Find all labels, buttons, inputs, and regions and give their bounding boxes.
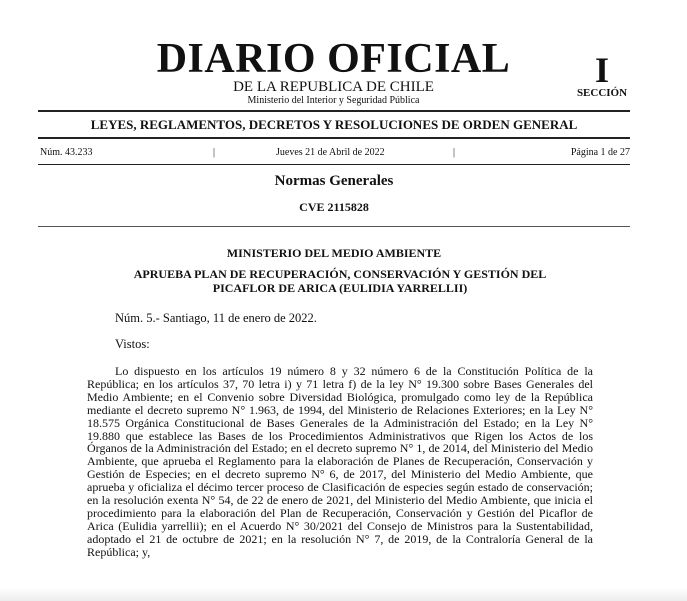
- decree-number: Núm. 5.- Santiago, 11 de enero de 2022.: [115, 311, 317, 325]
- header-rule-mid: [38, 137, 630, 139]
- header-rule-top: [38, 110, 630, 112]
- section-label: SECCIÓN: [576, 87, 628, 99]
- section-rule: [38, 226, 630, 227]
- decree-title: APRUEBA PLAN DE RECUPERACIÓN, CONSERVACIÓN Y GESTIÓN DEL PICAFLOR DE ARICA (EULIDIA YARRELLII): [133, 267, 547, 295]
- masthead-ministry: Ministerio del Interior y Seguridad Pública: [247, 95, 420, 106]
- section-title: Normas Generales: [274, 173, 394, 189]
- issue-separator-right: |: [453, 147, 456, 158]
- masthead-title: DIARIO OFICIAL: [156, 36, 511, 82]
- page-footer-strip: [0, 588, 687, 601]
- cve-code: CVE 2115828: [299, 200, 369, 214]
- issue-number: Núm. 43.233: [40, 147, 93, 158]
- ministry-heading: MINISTERIO DEL MEDIO AMBIENTE: [226, 246, 442, 260]
- issue-info-row: [38, 146, 630, 160]
- section-roman-numeral: I: [594, 50, 609, 90]
- header-rule-bottom: [38, 164, 630, 165]
- issue-date: Jueves 21 de Abril de 2022: [276, 147, 385, 158]
- masthead-subtitle: DE LA REPUBLICA DE CHILE: [233, 79, 434, 95]
- issue-page: Página 1 de 27: [570, 147, 630, 158]
- vistos-heading: Vistos:: [115, 337, 150, 351]
- body-paragraph: Lo dispuesto en los artículos 19 número 8 y 32 número 6 de la Constitución Política de la República; en los artículos 37, 70 letra i) y 71 letra f) de la ley N° 19.300 sobre Bases Generales del Medio Ambiente; en el Convenio sobre Diversidad Biológica, promulgado como ley de la República mediante el decreto supremo N° 1.963, de 1994, del Ministerio de Relaciones Exteriores; en la Ley N° 18.575 Orgánica Constitucional de Bases Generales de la Administración del Estado; en la Ley N° 19.880 que establece las Bases de los Procedimientos Administrativos que Rigen los Actos de los Órganos de la Administración del Estado; en el decreto supremo N° 1, de 2014, del Ministerio del Medio Ambiente, que aprueba el Reglamento para la elaboración de Planes de Recuperación, Conservación y Gestión de Especies; en el decreto supremo N° 6, de 2017, del Ministerio del Medio Ambiente, que aprueba y oficializa el décimo tercer proceso de Clasificación de especies según estado de conservación; en la resolución exenta N° 54, de 22 de enero de 2021, del Ministerio del Medio Ambiente, que inicia el procedimiento para la elaboración del Plan de Recuperación, Conservación y Gestión del Picaflor de Arica (Eulidia yarrellii); en el Acuerdo N° 30/2021 del Consejo de Ministros para la Sustentabilidad, adoptado el 21 de octubre de 2021; en la resolución N° 7, de 2019, de la Contraloría General de la República; y,: [87, 364, 593, 559]
- issue-separator-left: |: [213, 147, 216, 158]
- headline: LEYES, REGLAMENTOS, DECRETOS Y RESOLUCIONES DE ORDEN GENERAL: [90, 117, 578, 132]
